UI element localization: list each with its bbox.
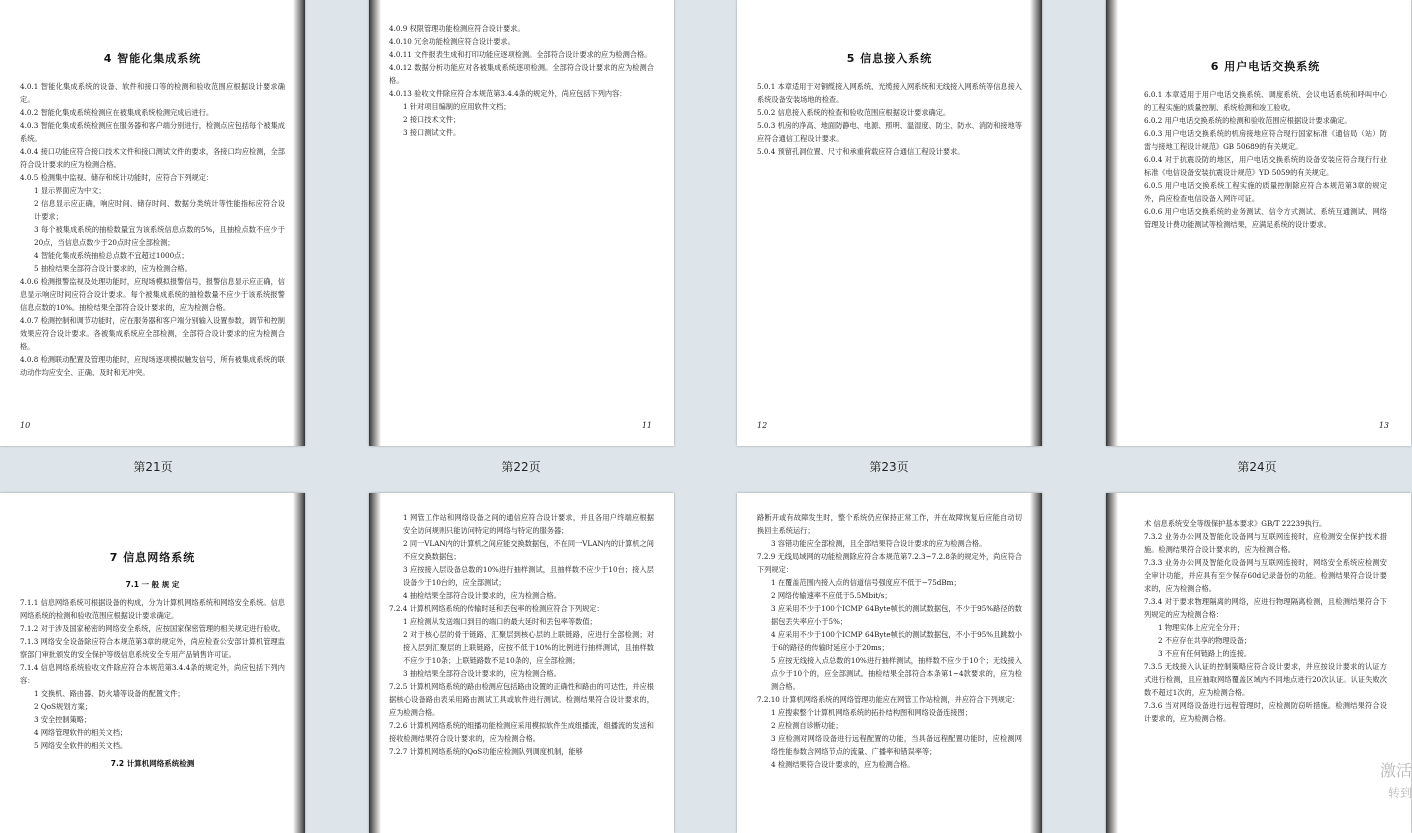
list-item: 2 QoS规划方案； (34, 702, 92, 711)
paragraph: 4.0.12 数据分析功能应对各被集成系统逐项检测。全部符合设计要求的应为检测合格。 (389, 63, 654, 85)
page-content (1144, 0, 1387, 446)
list-item: 1 针对项目编制的应用软件文档； (403, 102, 511, 111)
paragraph: 6.0.6 用户电话交换系统的业务测试、信令方式测试、系统互通测试、网络管理及计费功能测试等检测结果，应满足系统的设计要求。 (1144, 207, 1387, 229)
page-thumbnail-27[interactable] (737, 493, 1042, 833)
list-item: 3 容错功能应全部检测，且全部结果符合设计要求的应为检测合格。 (771, 539, 987, 548)
paragraph: 6.0.4 对于抗震设防的地区，用户电话交换系统的设备安装应符合现行行业标准《电信设备安装抗震设计规范》YD 5059的有关规定。 (1144, 155, 1387, 177)
list-item: 3 抽检结果全部符合设计要求的，应为检测合格。 (403, 669, 561, 678)
list-item: 2 应检测自诊断功能； (771, 721, 843, 730)
paragraph-list (757, 80, 1022, 158)
list-item: 2 同一VLAN内的计算机之间应能交换数据包，不在同一VLAN内的计算机之间不应交换数据包； (403, 539, 654, 561)
paragraph: 7.2.10 计算机网络系统的网络管理功能应在网管工作站检测，并应符合下列规定： (757, 695, 1020, 704)
list-item: 2 接口技术文件； (403, 115, 461, 124)
paragraph: 4.0.7 检测控制和调节功能时，应在服务器和客户端分别输入设置参数，调节和控制效果应符合设计要求。各被集成系统应全部检测，全部符合设计要求的应为检测合格。 (20, 316, 285, 351)
list-item: 1 应搜索整个计算机网络系统的拓扑结构图和网络设备连接图； (771, 708, 972, 717)
chapter-title: 5 信息接入系统 (846, 52, 933, 65)
paragraph: 7.2.9 无线局域网的功能检测除应符合本规范第7.2.3~7.2.8条的规定外，尚应符合下列规定： (757, 552, 1022, 574)
page-caption-24: 第24页 (1237, 460, 1277, 474)
paragraph-list (20, 80, 285, 379)
page-content (389, 22, 654, 446)
paragraph: 6.0.1 本章适用于用户电话交换系统、调度系统、会议电话系统和呼叫中心的工程实施的质量控制、系统检测和竣工验收。 (1144, 90, 1387, 112)
list-item: 1 显示界面应为中文； (34, 186, 106, 195)
page-number: 12 (757, 421, 768, 430)
list-item: 1 物理实体上应完全分开； (1158, 623, 1244, 632)
list-item: 1 交换机、路由器、防火墙等设备的配置文件； (34, 689, 185, 698)
page-thumbnail-28[interactable] (1106, 493, 1411, 833)
paragraph: 6.0.2 用户电话交换系统的检测和验收范围应根据设计要求确定。 (1144, 116, 1352, 125)
list-item: 2 不应存在共享的物理设备； (1158, 636, 1252, 645)
list-item: 5 应按无线接入点总数的10%进行抽样测试，抽样数不应少于10个；无线接入点少于10个的，应全部测试。抽检结果全部符合本条第1~4款要求的，应为检测合格。 (771, 656, 1022, 691)
paragraph: 7.3.2 业务办公网及智能化设备网与互联网连接时，应检测安全保护技术措施。检测结果符合设计要求的，应为检测合格。 (1144, 532, 1387, 554)
list-item: 3 接口测试文件。 (403, 128, 461, 137)
section-title: 7.1 一 般 规 定 (125, 580, 180, 589)
paragraph: 4.0.3 智能化集成系统检测应在服务器和客户端分别进行，检测点应包括每个被集成系统。 (20, 121, 285, 143)
paragraph: 4.0.10 冗余功能检测应符合设计要求。 (389, 37, 515, 46)
paragraph-list (1144, 517, 1387, 725)
list-item: 3 安全控制策略； (34, 715, 92, 724)
list-item: 5 抽检结果全部符合设计要求的，应为检测合格。 (34, 264, 192, 273)
page-content (20, 0, 285, 446)
paragraph: 4.0.1 智能化集成系统的设备、软件和接口等的检测和验收范围应根据设计要求确定。 (20, 82, 285, 104)
paragraph: 4.0.6 检测报警监视及处理功能时，应现场模拟报警信号，报警信息显示应正确，信息显示响应时间应符合设计要求。每个被集成系统的抽检数量不应少于该系统报警信息点数的10%。抽检结果全部符合设计要求的，应为检测合格。 (20, 277, 285, 312)
paragraph-list (757, 511, 1022, 771)
list-item: 3 每个被集成系统的抽检数量宜为该系统信息点数的5%，且抽检点数不应少于20点，当信息点数少于20点时应全部检测； (34, 225, 285, 247)
list-item: 3 应检测对网络设备进行远程配置的功能，当具备远程配置功能时，应检测网络性能参数含网络节点的流量、广播率和错误率等； (771, 734, 1022, 756)
list-item: 1 应检测从发送端口到目的端口的最大延时和丢包率等数值； (403, 617, 597, 626)
list-item: 2 信息显示应正确，响应时间、储存时间、数据分类统计等性能指标应符合设计要求； (34, 199, 285, 221)
page-thumbnail-22[interactable] (369, 0, 674, 446)
list-item: 5 网络安全软件的相关文档。 (34, 741, 128, 750)
paragraph: 7.2.4 计算机网络系统的传输时延和丢包率的检测应符合下列规定： (389, 604, 604, 613)
list-item: 4 应采用不少于100个ICMP 64Byte帧长的测试数据包，不小于95%且跳数小于6的路径的传输时延应小于20ms； (771, 630, 1022, 652)
paragraph: 7.2.5 计算机网络系统的路由检测应包括路由设置的正确性和路由的可达性，并应根据核心设备路由表采用路由测试工具或软件进行测试。检测结果符合设计要求的，应为检测合格。 (389, 682, 654, 717)
paragraph: 7.3.4 对于要求物理隔离的网络，应进行物理隔离检测，且检测结果符合下列规定的应为检测合格： (1144, 597, 1387, 619)
page-caption-22: 第22页 (501, 460, 541, 474)
list-item: 4 抽检结果全部符合设计要求的，应为检测合格。 (403, 591, 561, 600)
list-item: 3 不应有任何链路上的连接。 (1158, 649, 1252, 658)
paragraph: 5.0.4 预留孔洞位置、尺寸和承重荷载应符合通信工程设计要求。 (757, 147, 965, 156)
list-item: 3 应按接入层设备总数的10%进行抽样测试，且抽样数不应少于10台；接入层设备少于10台的，应全部测试； (403, 565, 654, 587)
paragraph: 7.1.1 信息网络系统可根据设备的构成，分为计算机网络系统和网络安全系统。信息网络系统的检测和验收范围应根据设计要求确定。 (20, 598, 285, 620)
page-number: 13 (1378, 421, 1389, 430)
chapter-title: 4 智能化集成系统 (103, 52, 202, 65)
paragraph: 7.2.6 计算机网络系统的组播功能检测应采用模拟软件生成组播流，组播流的发送和接收检测结果符合设计要求的，应为检测合格。 (389, 721, 654, 743)
list-item: 1 在覆盖范围内接入点的信道信号强度应不低于−75dBm； (771, 578, 961, 587)
paragraph-list (389, 22, 654, 139)
paragraph: 4.0.11 文件报表生成和打印功能应逐项检测。全部符合设计要求的应为检测合格。 (389, 50, 652, 59)
section-title: 7.2 计算机网络系统检测 (110, 759, 195, 768)
page-thumbnail-25[interactable] (0, 493, 305, 833)
list-item: 4 检测结果符合设计要求的，应为检测合格。 (771, 760, 915, 769)
list-item: 4 智能化集成系统抽检总点数不宜超过1000点； (34, 251, 189, 260)
paragraph: 6.0.5 用户电话交换系统工程实施的质量控制除应符合本规范第3章的规定外，尚应检查电信设备入网许可证。 (1144, 181, 1387, 203)
paragraph: 7.3.3 业务办公网及智能化设备网与互联网连接时，网络安全系统应检测安全审计功能，并应具有至少保存60d记录备份的功能。检测结果符合设计要求的，应为检测合格。 (1144, 558, 1387, 593)
paragraph: 4.0.2 智能化集成系统检测应在被集成系统检测完成后进行。 (20, 108, 214, 117)
paragraph: 5.0.2 信息接入系统的检查和验收范围应根据设计要求确定。 (757, 108, 951, 117)
list-item: 2 网络传输速率不应低于5.5Mbit/s； (771, 591, 892, 600)
paragraph-list (20, 596, 285, 752)
page-content (389, 511, 654, 833)
paragraph: 7.1.2 对于涉及国家秘密的网络安全系统，应按国家保密管理的相关规定进行验收。 (20, 624, 285, 633)
page-thumbnail-21[interactable] (0, 0, 305, 446)
paragraph-list (389, 511, 654, 758)
page-number: 10 (20, 421, 31, 430)
page-content (757, 511, 1022, 833)
activation-watermark-sub: 转到 (1387, 786, 1412, 800)
chapter-title: 7 信息网络系统 (109, 551, 196, 564)
paragraph: 5.0.1 本章适用于对铜缆接入网系统、光缆接入网系统和无线接入网系统等信息接入系统设备安装场地的检查。 (757, 82, 1022, 104)
list-item: 2 对于核心层的骨干链路、汇聚层到核心层的上联链路，应进行全部检测；对接入层到汇聚层的上联链路，应按不低于10%的比例进行抽样测试，且抽样数不应少于10条；上联链路数不足10条的，应全部检测； (403, 630, 654, 665)
page-number: 11 (641, 421, 652, 430)
list-item: 1 网管工作站和网络设备之间的通信应符合设计要求，并且各用户终端应根据安全访问规则只能访问特定的网络与特定的服务器； (403, 513, 654, 535)
list-item: 4 网络管理软件的相关文档； (34, 728, 128, 737)
paragraph: 6.0.3 用户电话交换系统的机房接地应符合现行国家标准《通信局（站）防雷与接地工程设计规范》GB 50689的有关规定。 (1144, 129, 1387, 151)
activation-watermark: 激活 (1379, 761, 1412, 780)
paragraph: 7.3.5 无线接入认证的控制策略应符合设计要求，并应按设计要求的认证方式进行检测，且应抽取网络覆盖区域内不同地点进行20次认证。认证失败次数不超过1次的，应为检测合格。 (1144, 662, 1387, 697)
paragraph: 7.2.7 计算机网络系统的QoS功能应检测队列调度机制，能够 (389, 747, 583, 756)
paragraph: 术 信息系统安全等级保护基本要求》GB/T 22239执行。 (1144, 519, 1327, 528)
page-content (757, 0, 1022, 446)
paragraph: 5.0.3 机房的净高、地面防静电、电源、照明、温湿度、防尘、防水、消防和接地等应符合通信工程设计要求。 (757, 121, 1022, 143)
paragraph: 7.3.6 当对网络设备进行远程管理时，应检测防窃听措施。检测结果符合设计要求的，应为检测合格。 (1144, 701, 1387, 723)
page-content (20, 493, 285, 833)
paragraph: 4.0.13 验收文件除应符合本规范第3.4.4条的规定外，尚应包括下列内容： (389, 89, 627, 98)
page-caption-21: 第21页 (133, 460, 173, 474)
page-content (1144, 517, 1387, 833)
paragraph: 7.1.3 网络安全设备除应符合本规范第3章的规定外，尚应检查公安部计算机管理监察部门审批颁发的安全保护等级信息系统安全专用产品销售许可证。 (20, 637, 285, 659)
page-caption-23: 第23页 (869, 460, 909, 474)
paragraph: 4.0.5 检测集中监视、储存和统计功能时，应符合下列规定： (20, 173, 214, 182)
paragraph: 4.0.4 接口功能应符合接口技术文件和接口测试文件的要求，各接口均应检测，全部符合设计要求的应为检测合格。 (20, 147, 285, 169)
chapter-title: 6 用户电话交换系统 (1210, 60, 1321, 73)
page-thumbnail-26[interactable] (369, 493, 674, 833)
list-item: 3 应采用不少于100个ICMP 64Byte帧长的测试数据包，不少于95%路径的数据包丢失率应小于5%； (771, 604, 1022, 626)
paragraph: 7.1.4 信息网络系统验收文件除应符合本规范第3.4.4条的规定外，尚应包括下列内容： (20, 663, 285, 685)
paragraph: 4.0.9 权限管理功能检测应符合设计要求。 (389, 24, 525, 33)
paragraph-list (1144, 88, 1387, 231)
paragraph: 路断开或有故障发生时，整个系统仍应保持正常工作，并在故障恢复后应能自动切换回主系统运行； (757, 513, 1022, 535)
page-thumbnail-24[interactable] (1106, 0, 1411, 446)
page-thumbnail-23[interactable] (737, 0, 1042, 446)
paragraph: 4.0.8 检测联动配置及管理功能时，应现场逐项模拟触发信号，所有被集成系统的联动动作均应安全、正确、及时和无冲突。 (20, 355, 285, 377)
